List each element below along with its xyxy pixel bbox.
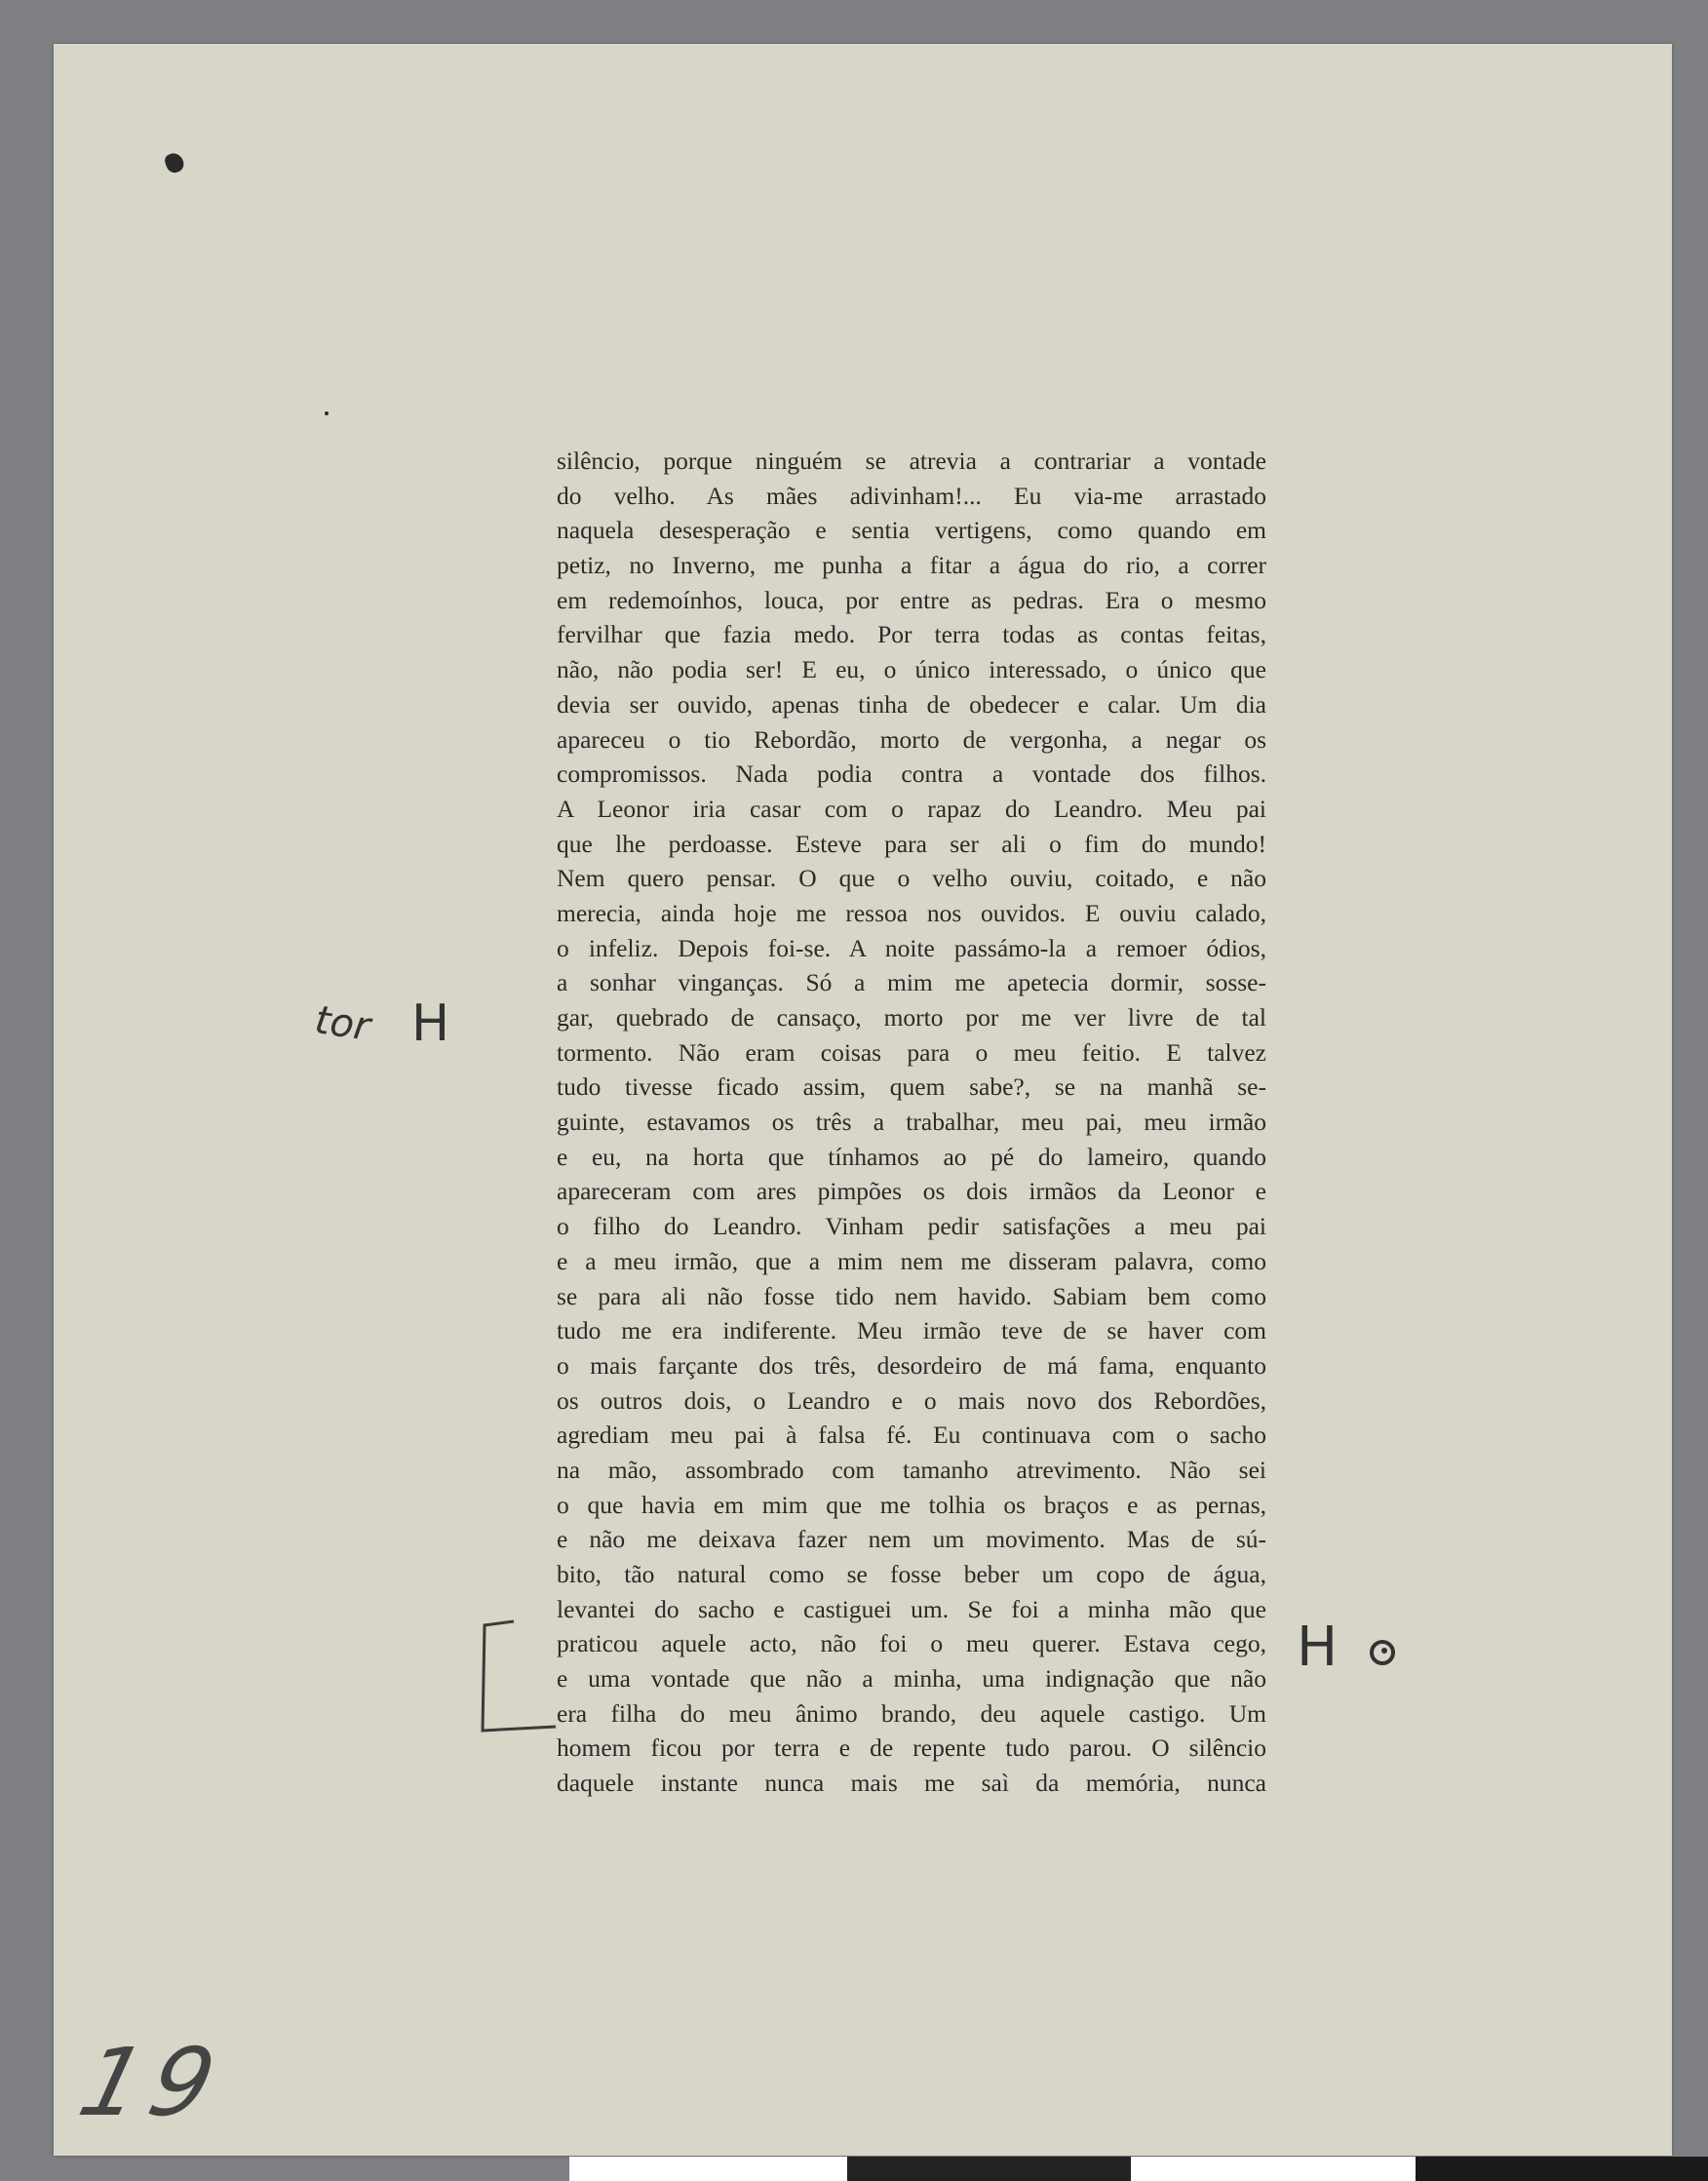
text-line: tudo me era indiferente. Meu irmão teve de se haver com <box>557 1316 1266 1345</box>
text-line: merecia, ainda hoje me ressoa nos ouvidos. E ouviu calado, <box>557 898 1266 927</box>
text-line: agrediam meu pai à falsa fé. Eu continuava com o sacho <box>557 1421 1266 1450</box>
text-line: e a meu irmão, que a mim nem me disseram palavra, como <box>557 1246 1266 1275</box>
text-line: do velho. As mães adivinham!... Eu via-me arrastado <box>557 481 1266 510</box>
text-line: os outros dois, o Leandro e o mais novo dos Rebordões, <box>557 1385 1266 1415</box>
text-line: o filho do Leandro. Vinham pedir satisfações a meu pai <box>557 1212 1266 1241</box>
text-line: o infeliz. Depois foi-se. A noite passámo-la a remoer ódios, <box>557 933 1266 962</box>
body-text <box>557 444 1266 1801</box>
text-line: que lhe perdoasse. Esteve para ser ali o fim do mundo! <box>557 829 1266 858</box>
text-line: guinte, estavamos os três a trabalhar, meu pai, meu irmão <box>557 1108 1266 1137</box>
text-line: A Leonor iria casar com o rapaz do Leandro. Meu pai <box>557 794 1266 823</box>
margin-bracket <box>473 1614 561 1740</box>
margin-mark-h-left: H <box>411 994 450 1053</box>
text-line: a sonhar vinganças. Só a mim me apetecia dormir, sosse- <box>557 968 1266 997</box>
text-line: o que havia em mim que me tolhia os braços e as pernas, <box>557 1490 1266 1519</box>
text-line: levantei do sacho e castiguei um. Se foi a minha mão que <box>557 1594 1266 1623</box>
text-line: e não me deixava fazer nem um movimento. Mas de sú- <box>557 1525 1266 1554</box>
margin-mark-h-right: H <box>1297 1616 1339 1679</box>
text-line: compromissos. Nada podia contra a vontade dos filhos. <box>557 759 1266 789</box>
text-line: bito, tão natural como se fosse beber um copo de água, <box>557 1560 1266 1588</box>
text-line: se para ali não fosse tido nem havido. Sabiam bem como <box>557 1281 1266 1310</box>
text-line: não, não podia ser! E eu, o único interessado, o único que <box>557 655 1266 684</box>
text-line: naquela desesperação e sentia vertigens, como quando em <box>557 516 1266 545</box>
text-line: e eu, na horta que tínhamos ao pé do lameiro, quando <box>557 1142 1266 1171</box>
text-line: tormento. Não eram coisas para o meu feitio. E talvez <box>557 1037 1266 1067</box>
text-line: devia ser ouvido, apenas tinha de obedecer e calar. Um dia <box>557 689 1266 719</box>
text-line: tudo tivesse ficado assim, quem sabe?, se na manhã se- <box>557 1072 1266 1102</box>
speck-mark <box>325 411 329 415</box>
text-line: na mão, assombrado com tamanho atrevimento. Não sei <box>557 1455 1266 1484</box>
text-line: petiz, no Inverno, me punha a fitar a água do rio, a correr <box>557 551 1266 580</box>
page-number: 19 <box>69 2028 236 2137</box>
text-line: daquele instante nunca mais me saì da memória, nunca <box>557 1769 1266 1798</box>
text-line: homem ficou por terra e de repente tudo parou. O silêncio <box>557 1733 1266 1763</box>
text-line: era filha do meu ânimo brando, deu aquele castigo. Um <box>557 1698 1266 1728</box>
text-line: praticou aquele acto, não foi o meu querer. Estava cego, <box>557 1629 1266 1658</box>
page-hole-mark <box>163 151 186 175</box>
text-line: gar, quebrado de cansaço, morto por me ver livre de tal <box>557 1003 1266 1032</box>
scale-ruler <box>569 2157 1708 2181</box>
text-line: Nem quero pensar. O que o velho ouviu, coitado, e não <box>557 864 1266 893</box>
text-line: silêncio, porque ninguém se atrevia a contrariar a vontade <box>557 447 1266 475</box>
text-line: o mais farçante dos três, desordeiro de má fama, enquanto <box>557 1350 1266 1380</box>
text-line: e uma vontade que não a minha, uma indignação que não <box>557 1664 1266 1694</box>
text-line: fervilhar que fazia medo. Por terra todas as contas feitas, <box>557 620 1266 649</box>
text-line: apareceram com ares pimpões os dois irmãos da Leonor e <box>557 1177 1266 1206</box>
margin-note-tor: tor <box>312 997 373 1050</box>
circle-mark-icon <box>1365 1635 1404 1670</box>
document-page <box>54 44 1672 2156</box>
text-line: apareceu o tio Rebordão, morto de vergonha, a negar os <box>557 724 1266 754</box>
text-line: em redemoínhos, louca, por entre as pedras. Era o mesmo <box>557 585 1266 614</box>
